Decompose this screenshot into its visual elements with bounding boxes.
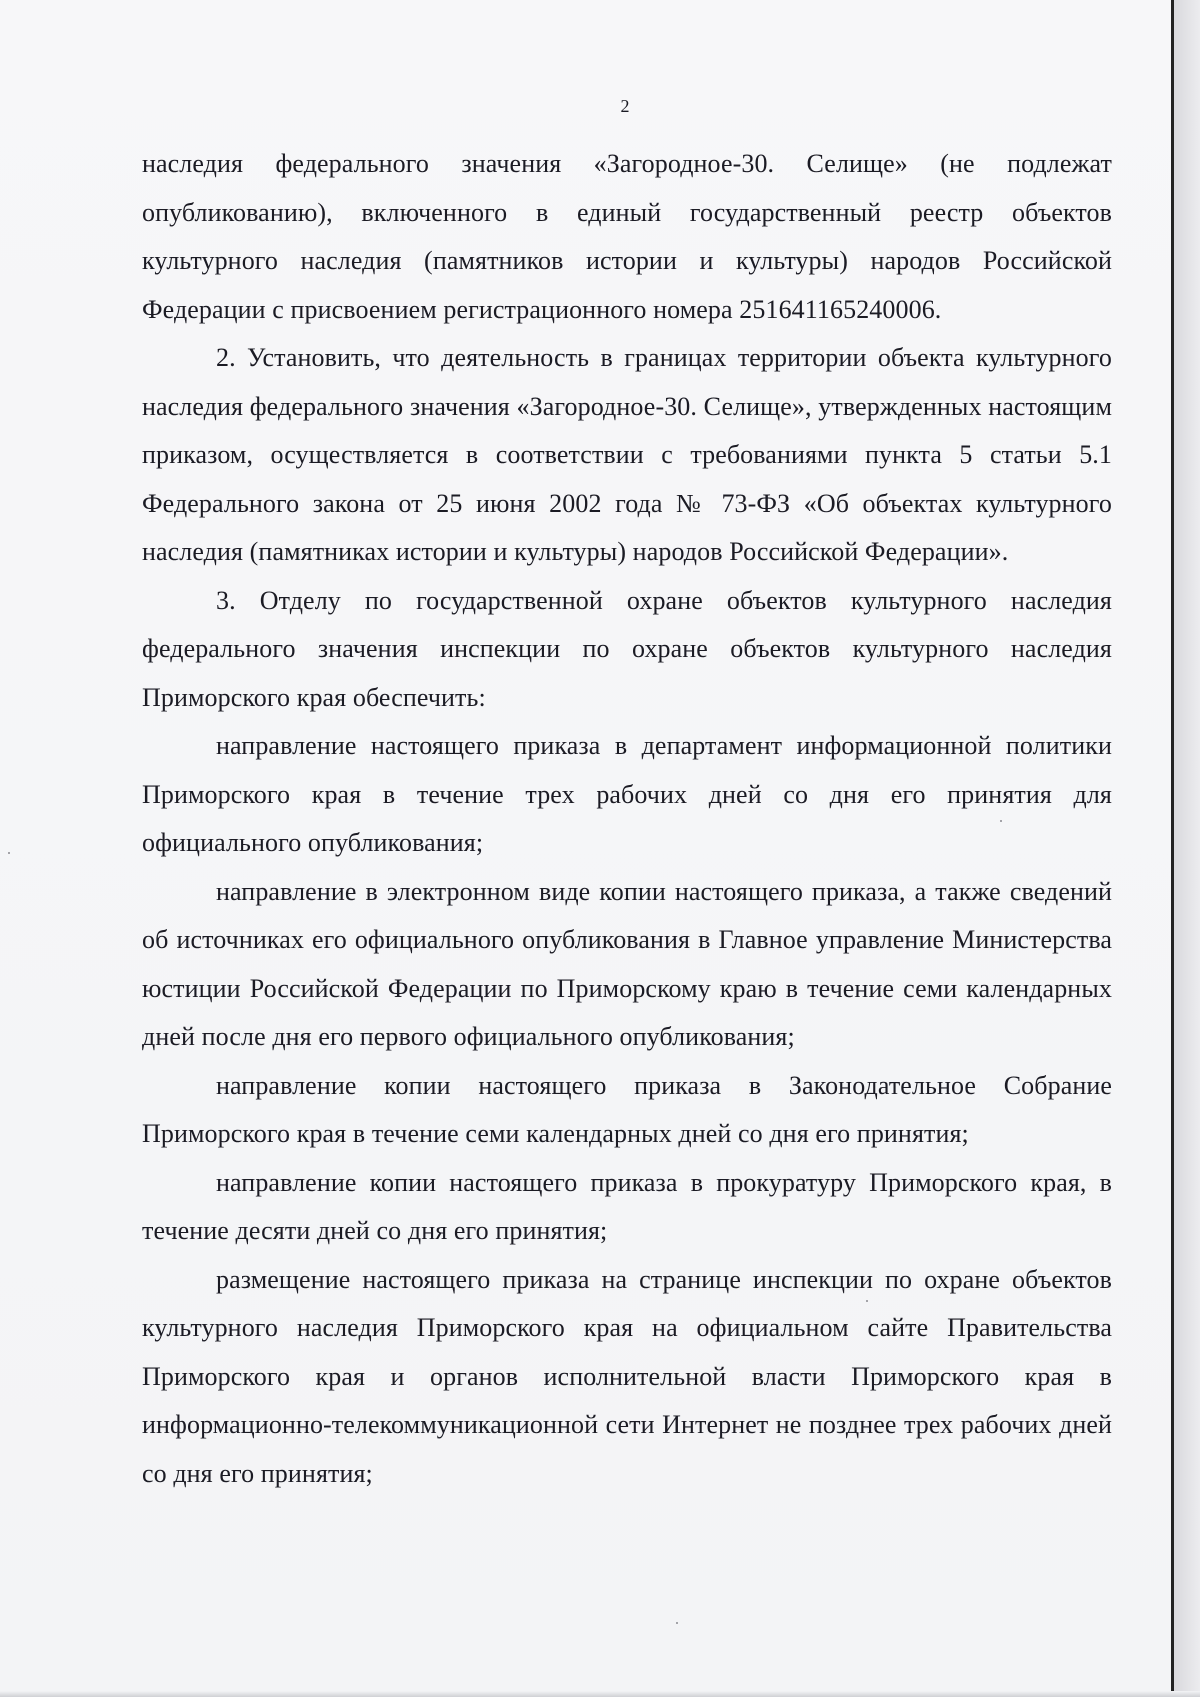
scan-speck <box>8 852 10 854</box>
document-body <box>142 140 1112 1498</box>
scan-margin <box>1174 0 1200 1697</box>
page-number: 2 <box>620 96 630 116</box>
paragraph-item-2: 2. Установить, что деятельность в границах территории объекта культурного наследия федерального значения «Загородное-30. Селище», утвержденных настоящим приказом, осуществляется в соответствии с требованиями пункта 5 статьи 5.1 Федерального закона от 25 июня 2002 года № 73-ФЗ «Об объектах культурного наследия (памятниках истории и культуры) народов Российской Федерации». <box>142 343 1112 566</box>
paragraph-continuation: наследия федерального значения «Загородное-30. Селище» (не подлежат опубликованию), включенного в единый государственный реестр объектов культурного наследия (памятников истории и культуры) народов Российской Федерации с присвоением регистрационного номера 251641165240006. <box>142 149 1112 324</box>
paragraph-subitem: направление настоящего приказа в департамент информационной политики Приморского края в течение трех рабочих дней со дня его принятия для официального опубликования; <box>142 731 1112 857</box>
paragraph-subitem: направление в электронном виде копии настоящего приказа, а также сведений об источниках его официального опубликования в Главное управление Министерства юстиции Российской Федерации по Приморскому краю в течение семи календарных дней после дня его первого официального опубликования; <box>142 876 1112 1051</box>
paragraph-subitem: размещение настоящего приказа на странице инспекции по охране объектов культурного наследия Приморского края на официальном сайте Правительства Приморского края и органов исполнительной власти Приморского края в информационно-телекоммуникационной сети Интернет не позднее трех рабочих дней со дня его принятия; <box>142 1264 1112 1488</box>
paragraph-subitem: направление копии настоящего приказа в прокуратуру Приморского края, в течение десяти дней со дня его принятия; <box>142 1167 1112 1245</box>
paragraph-item-3: 3. Отделу по государственной охране объектов культурного наследия федерального значения инспекции по охране объектов культурного наследия Приморского края обеспечить: <box>142 585 1112 712</box>
paragraph-subitem: направление копии настоящего приказа в Законодательное Собрание Приморского края в течение семи календарных дней со дня его принятия; <box>142 1070 1112 1148</box>
scan-speck <box>676 1622 678 1624</box>
scan-bottom-edge <box>0 1691 1200 1697</box>
